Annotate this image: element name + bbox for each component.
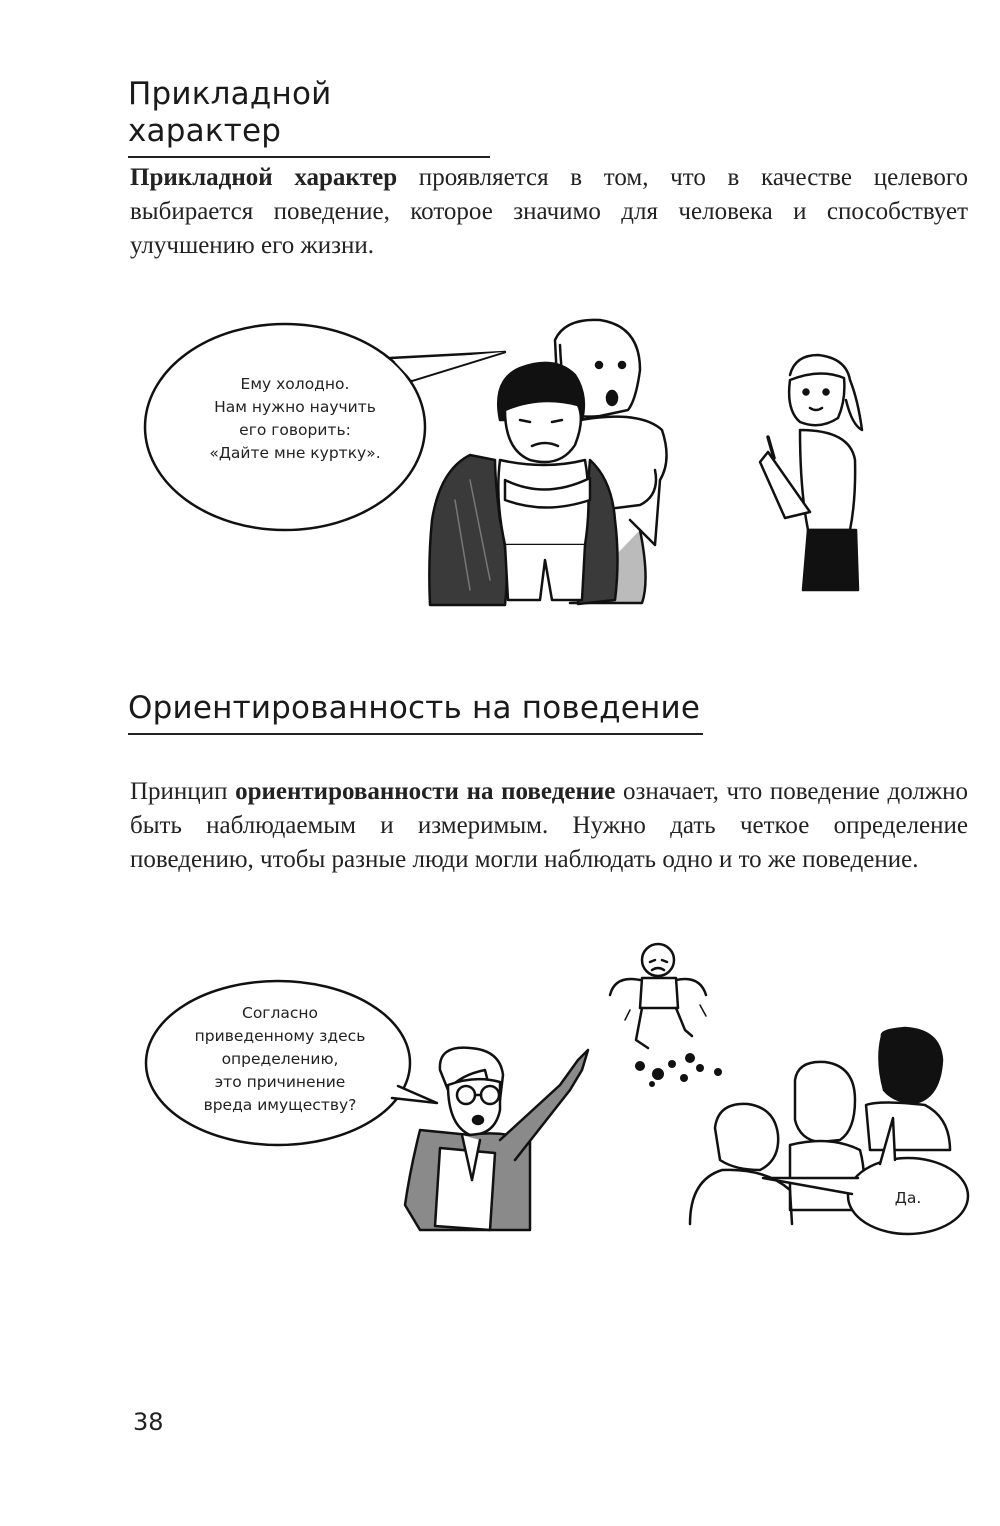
teacher-figure [405,1048,588,1230]
bubble-line: Ему холодно. [240,375,350,393]
page-number: 38 [133,1408,164,1436]
paragraph-text: проявляется в том, что в качестве целевого выбирается поведение, которое значимо для человека и способствует улучшению его жизни. [130,164,968,259]
paragraph-text: означает, что поведение должно быть наблюдаемым и измеримым. Нужно дать четкое определение поведению, чтобы разные люди могли наблюдать одно и то же поведение. [130,778,969,873]
bubble-text-answer: Да. [894,1189,922,1207]
paragraph-text-start: Принцип [130,778,236,805]
paragraph-bold-term: ориентированности на поведение [235,778,616,805]
paragraph-bold-term: Прикладной характер [130,164,398,191]
bubble-line: его говорить: [239,421,351,439]
bubble-line: это причинение [214,1073,346,1091]
bubble-line: «Дайте мне куртку». [209,444,381,462]
tantrum-child [610,944,722,1087]
bubble-line: вреда имуществу? [203,1096,357,1114]
bubble-line: Согласно [242,1004,318,1022]
bubble-line: Нам нужно научить [214,398,376,416]
bubble-text-question [160,1002,400,1117]
section-heading-behavioral: Ориентированность на поведение [128,690,703,735]
bubble-line: определению, [221,1050,339,1068]
section-heading-applied: Прикладной характер [128,76,490,158]
bubble-line: приведенному здесь [194,1027,366,1045]
